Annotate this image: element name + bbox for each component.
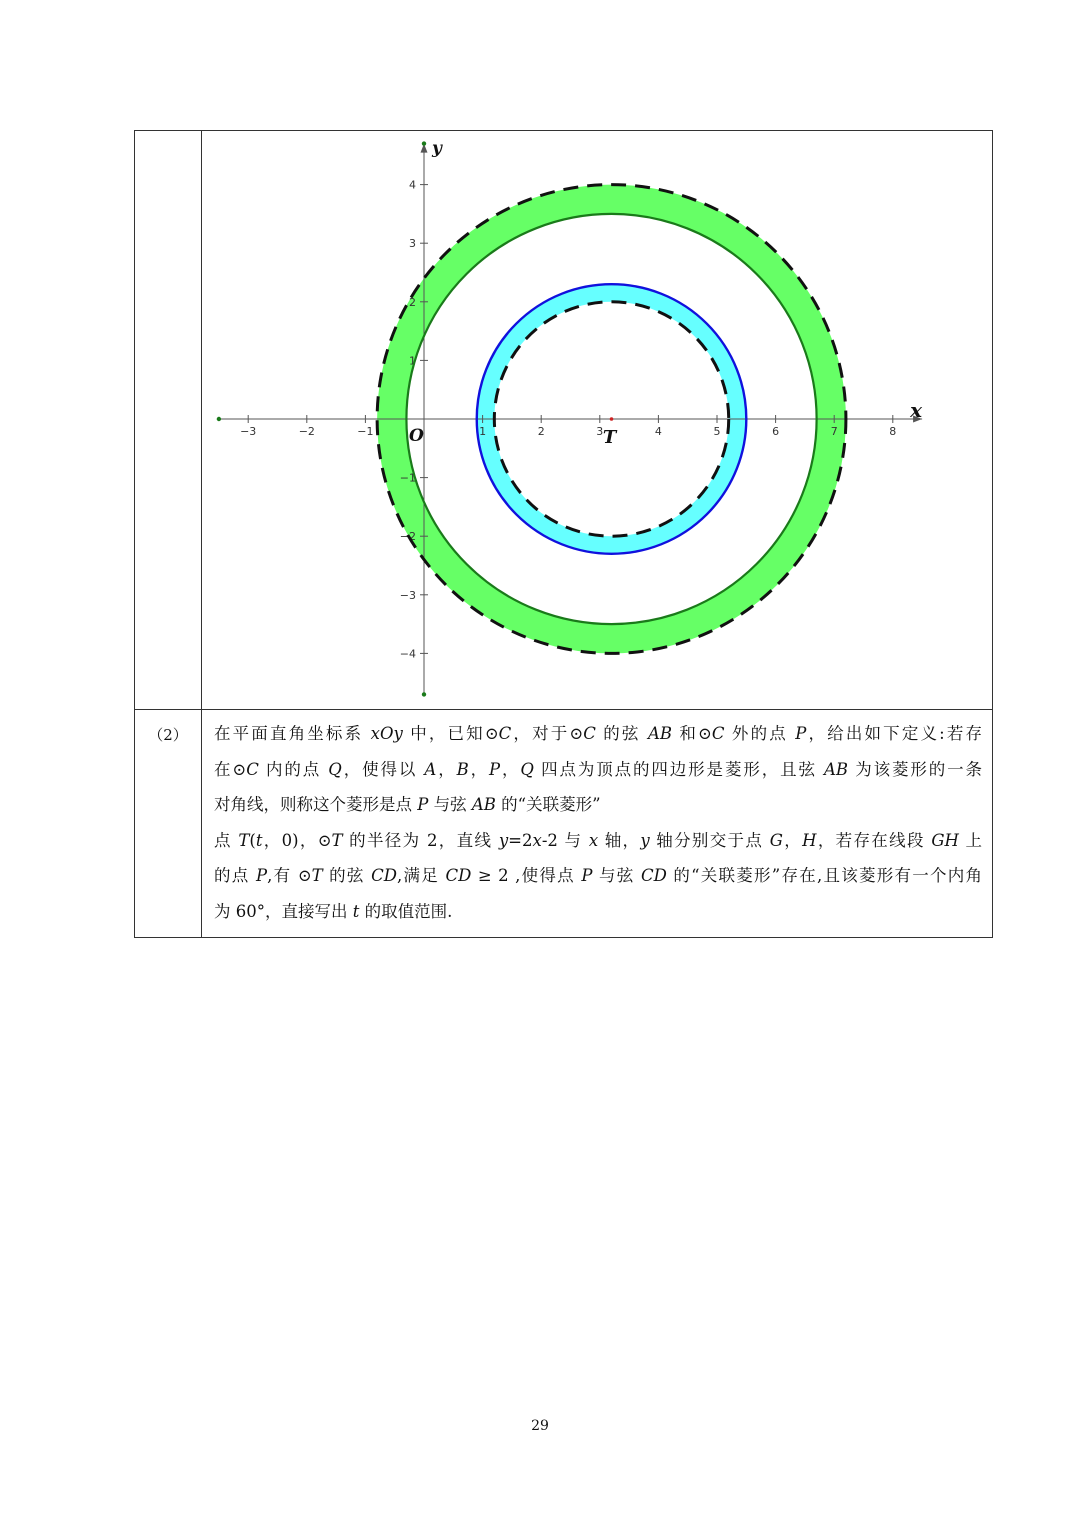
x-tick-label: 2 (537, 425, 545, 438)
x-axis-label: x (910, 398, 923, 422)
x-tick-label: 6 (772, 425, 780, 438)
text-line-2: 在⊙C 内的点 Q，使得以 A，B，P，Q 四点为顶点的四边形是菱形，且弦 AB 为该菱形的一条 (214, 759, 983, 779)
y-tick-label: 1 (409, 354, 416, 368)
y-tick-label: −4 (399, 647, 416, 661)
question-number: （2） (135, 710, 202, 938)
text-line-4: 点 T(t，0)，⊙T 的半径为 2，直线 y=2x-2 与 x 轴，y 轴分别交于点 G，H，若存在线段 GH 上 (214, 830, 982, 850)
x-tick-label: 4 (654, 425, 662, 438)
text-line-5: 的点 P,有 ⊙T 的弦 CD,满足 CD ≥ 2 ,使得点 P 与弦 CD 的“关联菱形”存在,且该菱形有一个内角 (214, 866, 982, 885)
y-tick-label: −2 (399, 530, 416, 544)
y-tick-label: 2 (409, 295, 416, 309)
problem-table (134, 130, 993, 938)
coordinate-graph (202, 131, 994, 709)
y-tick-label: −1 (399, 471, 416, 485)
page-number: 29 (531, 1418, 549, 1434)
x-tick-label: 5 (713, 425, 721, 438)
x-tick-label: −3 (240, 425, 257, 438)
text-line-6: 为 60°，直接写出 t 的取值范围. (214, 901, 453, 921)
x-tick-label: 7 (830, 425, 838, 438)
origin-label: O (409, 426, 424, 446)
empty-number-cell (135, 131, 202, 710)
y-axis-top-dot (422, 141, 426, 145)
figure-cell (202, 131, 993, 710)
y-axis-label: y (432, 138, 442, 159)
point-t-label: T (602, 427, 617, 448)
y-tick-label: 4 (409, 178, 416, 192)
point-t-dot (610, 417, 614, 421)
question-text (202, 710, 993, 938)
x-tick-label: 3 (596, 425, 604, 438)
x-axis-start-dot (217, 417, 221, 421)
x-tick-label: 1 (479, 425, 487, 438)
x-tick-label: −1 (357, 425, 374, 438)
text-line-1: 在平面直角坐标系 xOy 中，已知⊙C，对于⊙C 的弦 AB 和⊙C 外的点 P，给出如下定义:若存 (214, 724, 982, 743)
text-line-3: 对角线，则称这个菱形是点 P 与弦 AB 的“关联菱形” (214, 795, 601, 814)
x-tick-label: 8 (889, 425, 897, 438)
y-tick-label: −3 (399, 588, 416, 602)
y-tick-label: 3 (409, 237, 416, 251)
x-tick-label: −2 (298, 425, 315, 438)
y-axis-end-dot (422, 692, 426, 696)
